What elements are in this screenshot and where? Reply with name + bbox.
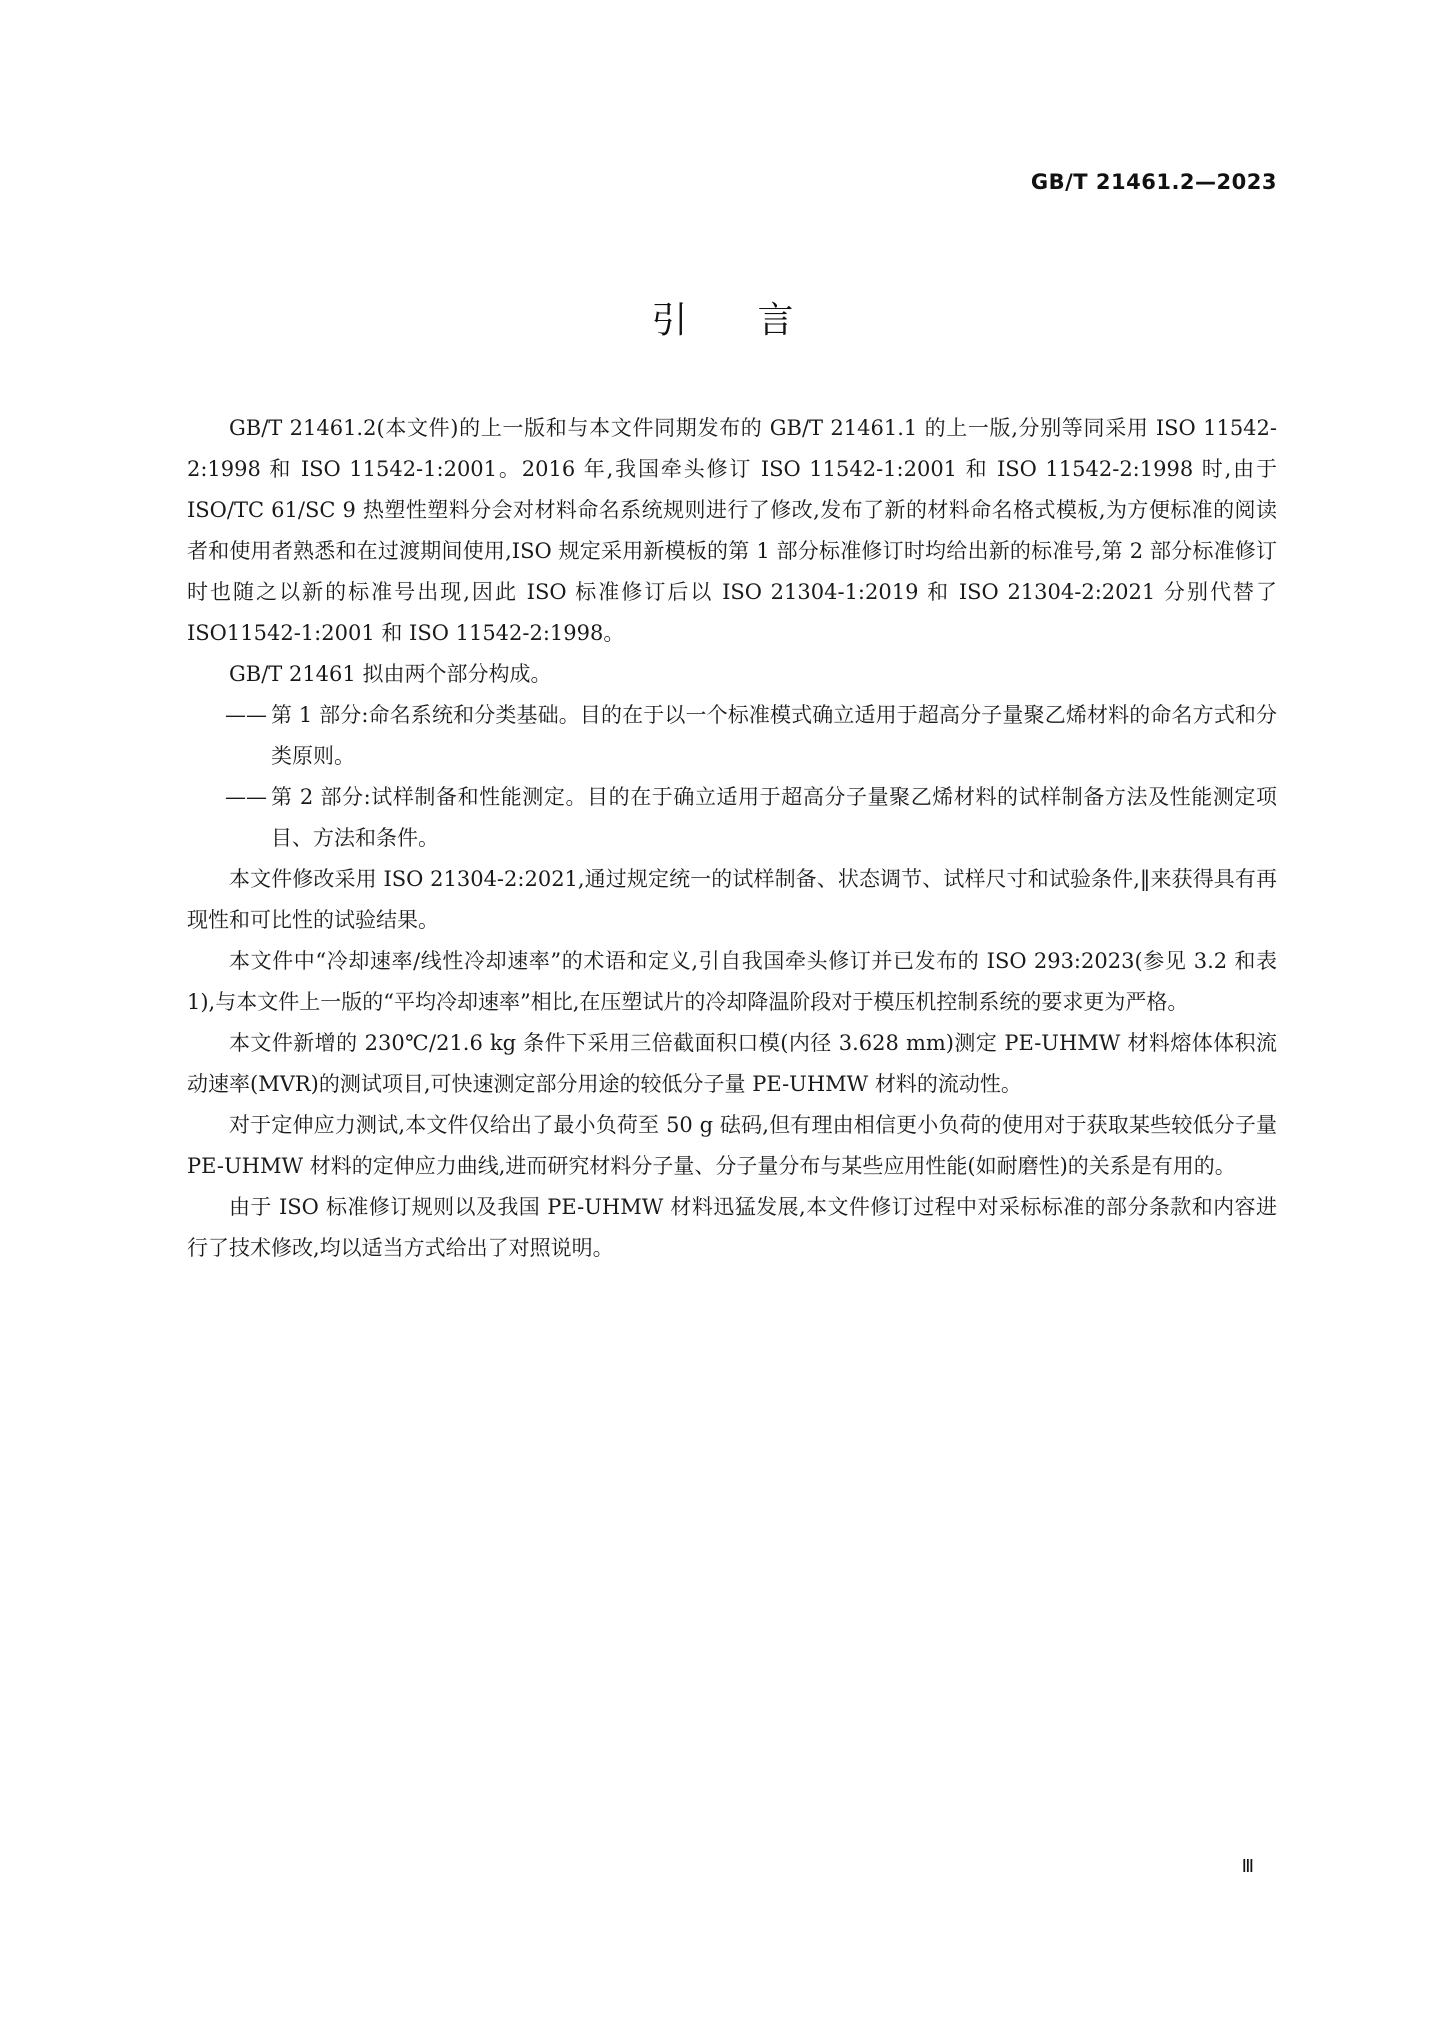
paragraph-technical-changes: 由于 ISO 标准修订规则以及我国 PE-UHMW 材料迅猛发展,本文件修订过程中对采标标准的部分条款和内容进行了技术修改,均以适当方式给出了对照说明。: [187, 1195, 1277, 1260]
document-body: [187, 408, 1277, 1269]
list-item-text: 第 1 部分:命名系统和分类基础。目的在于以一个标准模式确立适用于超高分子量聚乙烯材料的命名方式和分类原则。: [271, 703, 1277, 768]
list-dash: ——: [225, 703, 267, 727]
paragraph-mvr: 本文件新增的 230℃/21.6 kg 条件下采用三倍截面积口模(内径 3.628 mm)测定 PE-UHMW 材料熔体体积流动速率(MVR)的测试项目,可快速测定部分用途的较低分子量 PE-UHMW 材料的流动性。: [187, 1031, 1277, 1096]
paragraph-structure: GB/T 21461 拟由两个部分构成。: [229, 662, 552, 686]
list-item-part-2: [187, 777, 1277, 859]
paragraph-history: GB/T 21461.2(本文件)的上一版和与本文件同期发布的 GB/T 21461.1 的上一版,分别等同采用 ISO 11542-2:1998 和 ISO 11542-1:2001。2016 年,我国牵头修订 ISO 11542-1:2001 和 ISO 11542-2:1998 时,由于 ISO/TC 61/SC 9 热塑性塑料分会对材料命名系统规则进行了修改,发布了新的材料命名格式模板,为方便标准的阅读者和使用者熟悉和在过渡期间使用,ISO 规定采用新模板的第 1 部分标准修订时均给出新的标准号,第 2 部分标准修订时也随之以新的标准号出现,因此 ISO 标准修订后以 ISO 21304-1:2019 和 ISO 21304-2:2021 分别代替了 ISO11542-1:2001 和 ISO 11542-2:1998。: [187, 416, 1277, 645]
paragraph-cooling-rate: 本文件中“冷却速率/线性冷却速率”的术语和定义,引自我国牵头修订并已发布的 ISO 293:2023(参见 3.2 和表 1),与本文件上一版的“平均冷却速率”相比,在压塑试片的冷却降温阶段对于模压机控制系统的要求更为严格。: [187, 949, 1277, 1014]
page-number: Ⅲ: [1241, 1856, 1254, 1877]
paragraph-adoption: 本文件修改采用 ISO 21304-2:2021,通过规定统一的试样制备、状态调节、试样尺寸和试验条件,‖来获得具有再现性和可比性的试验结果。: [187, 867, 1277, 932]
paragraph-tensile-stress: 对于定伸应力测试,本文件仅给出了最小负荷至 50 g 砝码,但有理由相信更小负荷的使用对于获取某些较低分子量 PE-UHMW 材料的定伸应力曲线,进而研究材料分子量、分子量分布与某些应用性能(如耐磨性)的关系是有用的。: [187, 1113, 1277, 1178]
section-title: 引言: [651, 300, 864, 341]
standard-number-header: GB/T 21461.2—2023: [1030, 170, 1277, 194]
list-item-text: 第 2 部分:试样制备和性能测定。目的在于确立适用于超高分子量聚乙烯材料的试样制备方法及性能测定项目、方法和条件。: [271, 785, 1277, 850]
list-dash: ——: [225, 785, 267, 809]
list-item-part-1: [187, 695, 1277, 777]
